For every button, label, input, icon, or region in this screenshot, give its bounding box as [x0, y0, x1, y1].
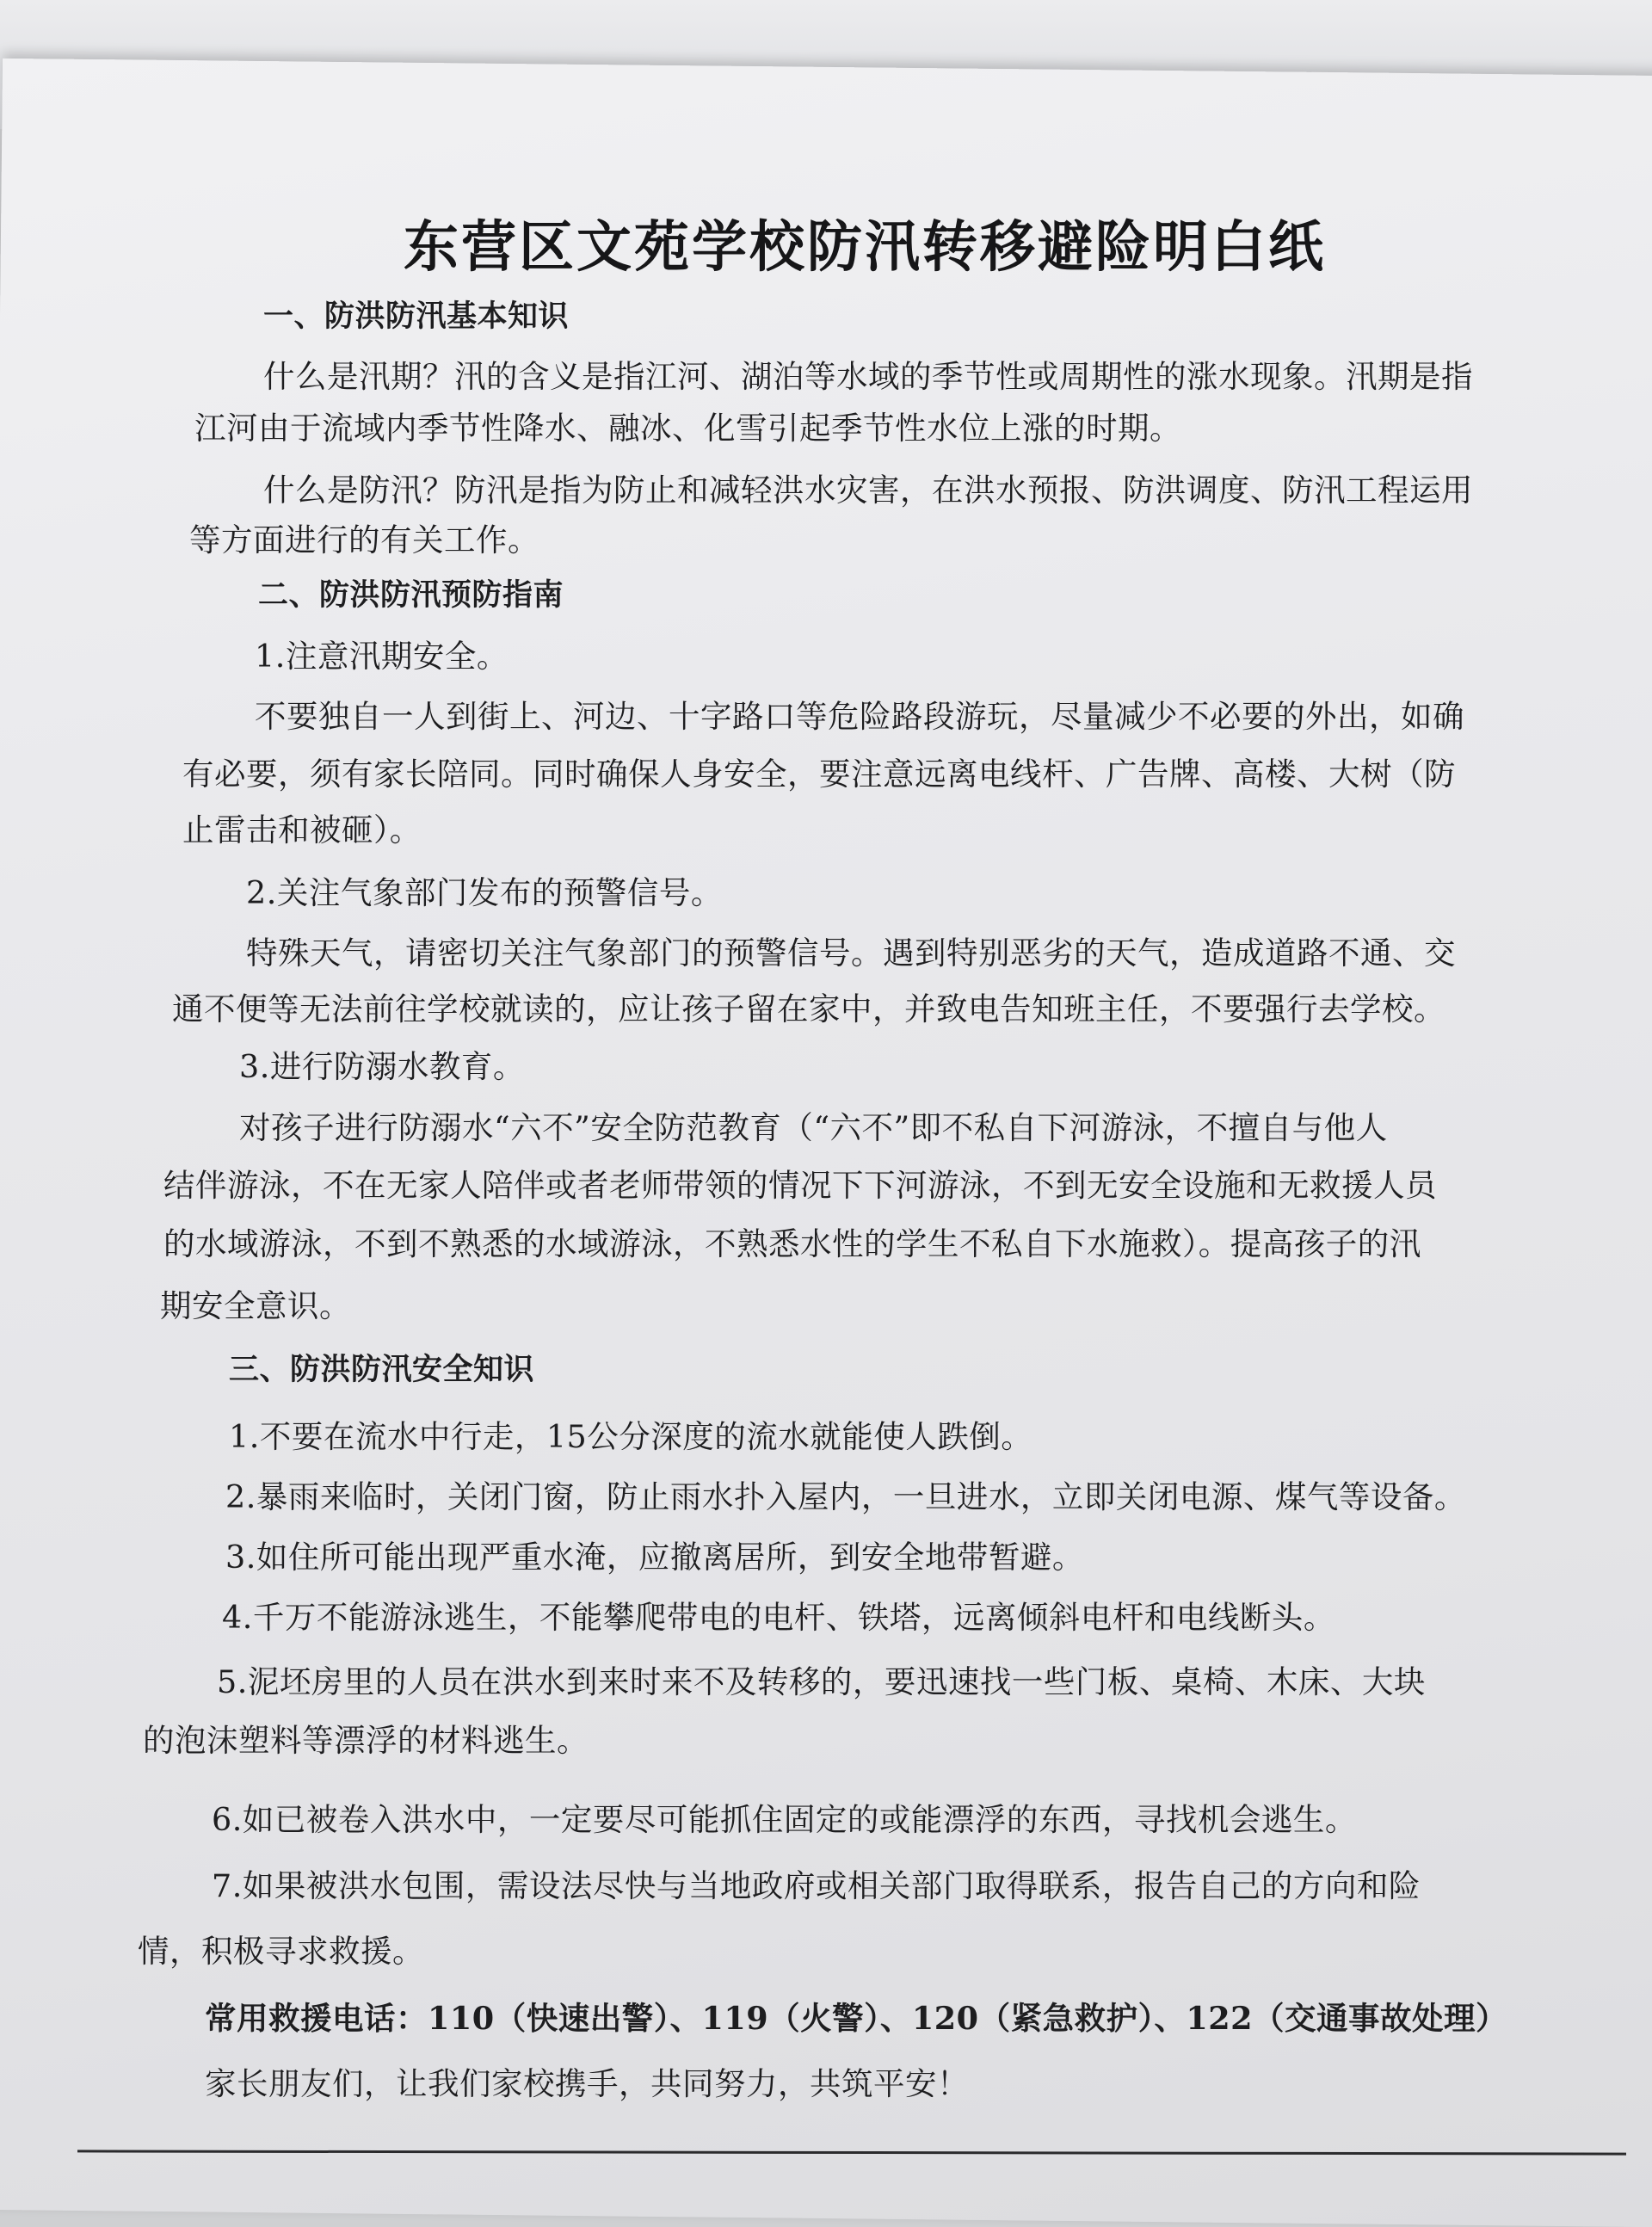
body-line: 的泡沫塑料等漂浮的材料逃生。	[143, 1722, 589, 1759]
body-line: 对孩子进行防溺水“六不”安全防范教育（“六不”即不私自下河游泳，不擅自与他人	[239, 1109, 1388, 1146]
section-heading-3: 三、防洪防汛安全知识	[229, 1353, 535, 1387]
list-item: 5.泥坯房里的人员在洪水到来时来不及转移的，要迅速找一些门板、桌椅、木床、大块	[217, 1663, 1426, 1700]
hotline-text: 常用救援电话：110（快速出警）、119（火警）、120（紧急救护）、122（交通事故处理）	[205, 2000, 1508, 2037]
list-item: 6.如已被卷入洪水中，一定要尽可能抓住固定的或能漂浮的东西，寻找机会逃生。	[212, 1801, 1357, 1838]
list-item: 2.关注气象部门发布的预警信号。	[246, 874, 723, 911]
body-line: 止雷击和被砸）。	[182, 811, 422, 848]
closing-text: 家长朋友们，让我们家校携手，共同努力，共筑平安！	[205, 2065, 969, 2102]
body-line: 结伴游泳，不在无家人陪伴或者老师带领的情况下下河游泳，不到无安全设施和无救援人员	[163, 1167, 1437, 1204]
document-title: 东营区文苑学校防汛转移避险明白纸	[404, 216, 1326, 280]
body-line: 通不便等无法前往学校就读的，应让孩子留在家中，并致电告知班主任，不要强行去学校。	[172, 990, 1446, 1027]
body-line: 期安全意识。	[160, 1287, 351, 1324]
list-item: 1.不要在流水中行走，15公分深度的流水就能使人跌倒。	[229, 1418, 1033, 1455]
list-item: 4.千万不能游泳逃生，不能攀爬带电的电杆、铁塔，远离倾斜电杆和电线断头。	[222, 1599, 1335, 1636]
body-line: 情，积极寻求救援。	[138, 1933, 424, 1970]
body-line: 特殊天气，请密切关注气象部门的预警信号。遇到特别恶劣的天气，造成道路不通、交	[246, 935, 1456, 972]
body-line: 等方面进行的有关工作。	[189, 521, 539, 558]
list-item: 2.暴雨来临时，关闭门窗，防止雨水扑入屋内，一旦进水，立即关闭电源、煤气等设备。	[225, 1478, 1466, 1515]
body-line: 江河由于流域内季节性降水、融冰、化雪引起季节性水位上涨的时期。	[194, 410, 1181, 447]
body-line: 不要独自一人到街上、河边、十字路口等危险路段游玩，尽量减少不必要的外出，如确	[255, 698, 1464, 735]
body-line: 的水域游泳，不到不熟悉的水域游泳，不熟悉水性的学生不私自下水施救）。提高孩子的汛	[163, 1225, 1421, 1262]
list-item: 3.进行防溺水教育。	[239, 1048, 525, 1085]
body-line: 什么是汛期？汛的含义是指江河、湖泊等水域的季节性或周期性的涨水现象。汛期是指	[263, 358, 1473, 395]
list-item: 7.如果被洪水包围，需设法尽快与当地政府或相关部门取得联系，报告自己的方向和险	[212, 1867, 1421, 1904]
bottom-rule	[77, 2150, 1626, 2155]
body-line: 有必要，须有家长陪同。同时确保人身安全，要注意远离电线杆、广告牌、高楼、大树（防	[182, 756, 1456, 793]
section-heading-1: 一、防洪防汛基本知识	[263, 299, 570, 334]
section-heading-2: 二、防洪防汛预防指南	[258, 578, 564, 613]
list-item: 1.注意汛期安全。	[255, 638, 509, 675]
list-item: 3.如住所可能出现严重水淹，应撤离居所，到安全地带暂避。	[225, 1539, 1084, 1576]
body-line: 什么是防汛？防汛是指为防止和减轻洪水灾害，在洪水预报、防洪调度、防汛工程运用	[263, 472, 1473, 509]
